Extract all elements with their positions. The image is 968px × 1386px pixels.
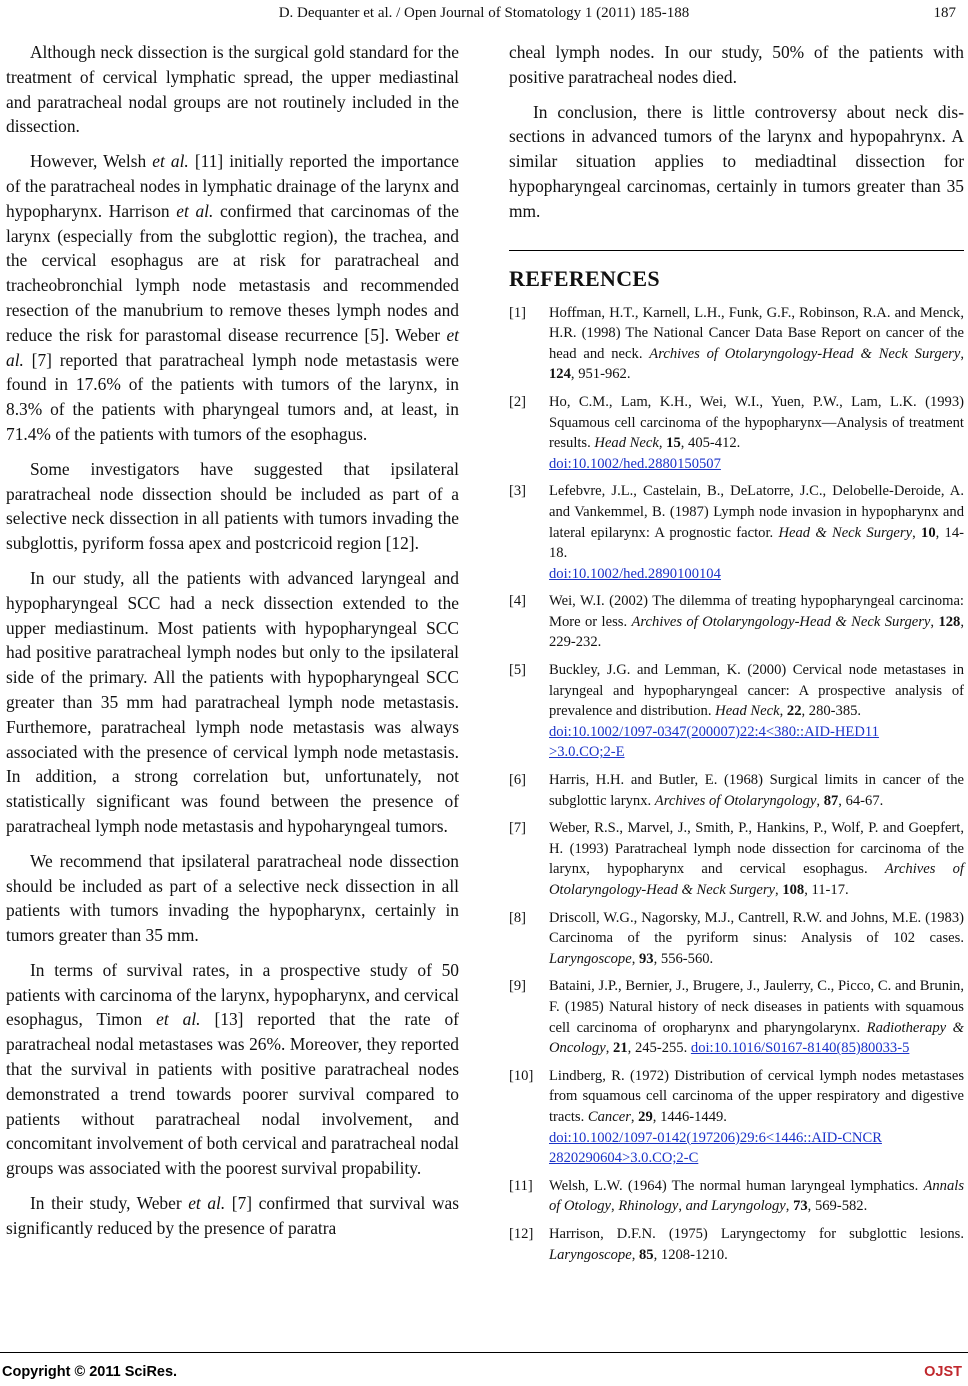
text-run: Harris, H.H. and Butler, E. (1968) Surgical limits in cancer of the subglottic larynx. (549, 772, 964, 809)
text-run: Although neck dissection is the surgical gold standard for the treatment of cervical lymphatic spread, the upper mediastinal and paratracheal nodal groups are not routinely included in the dissection. (6, 42, 459, 137)
volume-number: 124 (549, 366, 571, 383)
right-column (509, 40, 964, 1272)
italic-text: Archives of Otolaryngology-Head & Neck Surgery (649, 345, 961, 362)
reference-text (549, 1176, 964, 1217)
reference-text (549, 591, 964, 653)
text-run: Driscoll, W.G., Nagorsky, M.J., Cantrell, R.W. and Johns, M.E. (1983) Carcinoma of the pyriform sinus: Analysis of 102 cases. (549, 909, 964, 947)
volume-number: 29 (638, 1108, 653, 1125)
italic-text: Annals of Otology (549, 1177, 964, 1215)
text-run: , 405-412. (680, 435, 741, 452)
text-run: Weber, R.S., Marvel, J., Smith, P., Hankins, P., Wolf, P. and Goepfert, H. (1993) Paratracheal lymph node dissection for carcinoma of the larynx, hypopharynx and cervical esophagus. (549, 820, 964, 878)
reference-text (549, 660, 964, 763)
reference-item (509, 976, 964, 1058)
references-heading: REFERENCES (509, 265, 660, 291)
reference-item (509, 392, 964, 474)
text-run: , (631, 1246, 639, 1263)
page-number: 187 (933, 5, 956, 21)
italic-text: et al. (176, 200, 214, 221)
reference-number: [5] (509, 662, 527, 679)
text-run: In our study, all the patients with advanced laryngeal and hypopharyngeal SCC had a neck dissection extended to the upper mediastinum. Most patients with hypopharyngeal SCC had positive paratracheal lymph nodes but only to the ipsilateral side of the primary. All the patients with hypopharyngeal SCC greater than 35 mm had paratracheal lymph node metastasis. Furthemore, paratracheal lymph node metastasis was always associated with the presence of cervical lymph node metastasis. In addition, a strong correlation but, unfortunately, not statistically significant was found between the presence of paratracheal lymph node metastasis and hypoharyngeal tumors. (6, 567, 459, 836)
text-run: We recommend that ipsilateral paratracheal node dissection should be included as part of a selective neck dissection in all patients with tumors invading the hypopharynx, certainly in tumors greater than 35 mm. (6, 850, 459, 946)
doi-link[interactable]: doi:10.1016/S0167-8140(85)80033-5 (690, 1040, 910, 1057)
text-run: Some investigators have suggested that ipsilateral paratracheal node dissection should be included as part of a selective neck dissection in all patients with tumors invading the subglottis, pyriform fossa apex and postcricoid region [12]. (6, 458, 459, 554)
running-title: D. Dequanter et al. / Open Journal of Stomatology 1 (2011) 185-188 (278, 5, 690, 21)
volume-number: 73 (793, 1198, 808, 1215)
text-run: , 1446-1449. (652, 1108, 727, 1125)
reference-number: [1] (509, 304, 527, 321)
italic-text: and Laryngology (685, 1198, 786, 1215)
italic-text: et al. (152, 151, 189, 172)
page-footer (0, 1352, 968, 1386)
references-divider (509, 250, 964, 251)
text-run: However, Welsh (30, 151, 153, 172)
reference-number: [6] (509, 772, 527, 789)
text-run: cheal lymph nodes. In our study, 50% of the patients with positive paratracheal nodes died. (509, 42, 964, 87)
body-paragraph (6, 1191, 459, 1241)
reference-text (549, 303, 964, 385)
doi-link[interactable]: doi:10.1002/1097-0347(200007)22:4<380::AID-HED11 (549, 723, 879, 740)
text-run: , 14-18. (549, 524, 964, 562)
italic-text: et al. (156, 1009, 201, 1030)
reference-text (549, 818, 964, 900)
journal-abbreviation: OJST (924, 1364, 962, 1380)
italic-text: et al. (188, 1193, 226, 1214)
reference-text (549, 392, 964, 474)
italic-text: Head Neck (594, 435, 659, 452)
copyright-notice: Copyright © 2011 SciRes. (2, 1364, 178, 1380)
volume-number: 21 (613, 1040, 628, 1057)
text-run: Bataini, J.P., Bernier, J., Brugere, J., Jaulerry, C., Picco, C. and Brunin, F. (1985) Natural history of neck diseases in patients with squamous cell carcinoma of oropharynx and pharyngolarynx. (549, 978, 964, 1036)
volume-number: 15 (666, 435, 681, 452)
reference-text (549, 976, 964, 1058)
body-paragraph (6, 958, 459, 1181)
doi-link[interactable]: doi:10.1002/1097-0142(197206)29:6<1446::AID-CNCR (549, 1129, 882, 1146)
body-paragraph (509, 100, 964, 224)
reference-item (509, 770, 964, 811)
text-run: , 64-67. (838, 792, 884, 809)
italic-text: Laryngoscope (549, 1246, 632, 1263)
italic-text: Archives of Otolaryngology-Head & Neck Surgery (631, 613, 931, 630)
text-run: , 229-232. (549, 613, 964, 651)
volume-number: 93 (639, 950, 654, 967)
reference-item (509, 1176, 964, 1217)
text-run: , (630, 1108, 639, 1125)
reference-text (549, 908, 964, 970)
reference-number: [2] (509, 393, 527, 410)
doi-link[interactable]: >3.0.CO;2-E (549, 744, 625, 761)
reference-text (549, 770, 964, 811)
body-paragraph (6, 40, 459, 139)
reference-number: [11] (509, 1177, 533, 1194)
text-run: , (960, 345, 964, 362)
reference-item (509, 303, 964, 385)
text-run: Harrison, D.F.N. (1975) Laryngectomy for subglottic lesions. (549, 1225, 964, 1242)
italic-text: Laryngoscope (549, 950, 632, 967)
text-run: , (678, 1198, 686, 1215)
text-run: , 556-560. (653, 950, 714, 967)
text-run: In conclusion, there is little controversy about neck dissections in advanced tumors of the larynx and hypopahrynx. A similar situation applies to mediadtinal dissection for hypopharyngeal carcinomas, certainly in tumors greater than 35 mm. (509, 101, 964, 221)
text-run: Buckley, J.G. and Lemman, K. (2000) Cervical node metastases in laryngeal and hypopharyngeal cancer: A prospective analysis of prevalence and distribution. (549, 662, 964, 720)
reference-number: [4] (509, 593, 527, 610)
italic-text: et al. (6, 324, 459, 370)
reference-number: [3] (509, 483, 527, 500)
italic-text: Archives of Otolaryngology-Head & Neck Surgery (549, 861, 964, 899)
reference-text (549, 481, 964, 584)
italic-text: Archives of Otolaryngology (654, 792, 817, 809)
text-run: , 11-17. (804, 882, 849, 899)
text-run: [13] reported that the rate of paratracheal nodal metastases was 26%. Moreover, they reported that the survival in patients with positive paratracheal nodes demonstrated a trend towards poorer survival compared to patients without paratracheal nodal involvement, and concomitant involvement of both cervical and paratracheal nodal groups was associated with the poorest survival propability. (6, 1009, 459, 1179)
volume-number: 10 (921, 524, 936, 541)
text-run: [7] confirmed that survival was significantly reduced by the presence of paratra (6, 1193, 459, 1238)
text-run: Lefebvre, J.L., Castelain, B., DeLatorre, J.C., Delobelle-Deroide, A. and Vankemmel, B. (1987) Lymph node invasion in hypopharynx and lateral epilarynx: A prognostic factor. (549, 483, 964, 541)
text-run: [7] reported that paratracheal lymph node metastasis were found in 17.6% of the patients with tumors of the larynx, in 8.3% of the patients with pharyngeal tumors and, at least, in 71.4% of the patients with tumors of the esophagus. (6, 349, 459, 444)
doi-link[interactable]: doi:10.1002/hed.2890100104 (549, 565, 721, 582)
italic-text: Rhinology (618, 1198, 679, 1215)
reference-number: [8] (509, 909, 527, 926)
text-run: , (775, 882, 783, 899)
text-run: , (816, 792, 824, 809)
text-run: Ho, C.M., Lam, K.H., Wei, W.I., Yuen, P.W., Lam, L.K. (1993) Squamous cell carcinoma of the hypopharynx—Analysis of treatment results. (549, 393, 964, 452)
text-run: In terms of survival rates, in a prospective study of 50 patients with carcinoma of the larynx, hypopharynx, and cervical esophagus, Timon (6, 959, 459, 1030)
italic-text: Cancer (587, 1108, 631, 1125)
body-paragraph (6, 566, 459, 839)
reference-number: [10] (509, 1067, 534, 1084)
text-run: Hoffman, H.T., Karnell, L.H., Funk, G.F., Robinson, R.A. and Menck, H.R. (1998) The National Cancer Data Base Report on cancer of the head and neck. (549, 304, 964, 362)
text-run: confirmed that carcinomas of the larynx (especially from the subglottic region), the trachea, and the cervical esophagus are at risk for paratracheal and tracheobronchial lymph node metastasis and recommended resection of the manubrium to remove theses lymph nodes and reduce the risk for parastomal disease recurrence [5]. Weber (6, 200, 459, 345)
text-run: , 1208-1210. (653, 1246, 728, 1263)
left-column (6, 40, 459, 1251)
text-run: [11] initially reported the importance of the paratracheal nodes in lymphatic drainage of the larynx and hypopharynx. Harrison (6, 151, 459, 221)
reference-item (509, 1224, 964, 1265)
volume-number: 87 (823, 792, 839, 809)
text-run: , (930, 613, 939, 630)
reference-item (509, 908, 964, 970)
body-paragraph (6, 457, 459, 556)
references-list (509, 303, 964, 1266)
text-run: , 280-385. (801, 703, 862, 720)
text-run: , (605, 1040, 614, 1057)
text-run: Wei, W.I. (2002) The dilemma of treating hypopharyngeal carcinoma: More or less. (549, 593, 964, 630)
reference-item (509, 660, 964, 763)
italic-text: Head Neck (715, 703, 780, 720)
running-header (0, 0, 968, 26)
text-run: , 951-962. (570, 366, 631, 383)
volume-number: 22 (786, 703, 802, 720)
text-run: , 245-255. (627, 1040, 691, 1057)
body-paragraph (509, 40, 964, 90)
body-paragraph (6, 849, 459, 948)
text-run: , (785, 1198, 794, 1215)
italic-text: Radiotherapy & Oncology (549, 1019, 964, 1057)
text-run: Lindberg, R. (1972) Distribution of cervical lymph nodes metastases from squamous cell carcinoma of the upper respiratory and digestive tracts. (549, 1067, 964, 1125)
reference-number: [12] (509, 1225, 534, 1242)
text-run: Welsh, L.W. (1964) The normal human laryngeal lymphatics. (549, 1177, 924, 1194)
text-run: , 569-582. (807, 1198, 868, 1215)
reference-number: [9] (509, 978, 527, 995)
doi-link[interactable]: doi:10.1002/hed.2880150507 (549, 455, 721, 472)
reference-text (549, 1066, 964, 1169)
text-run: , (658, 435, 667, 452)
reference-item (509, 591, 964, 653)
volume-number: 108 (782, 882, 805, 899)
italic-text: Head & Neck Surgery (778, 524, 913, 541)
reference-item (509, 481, 964, 584)
body-paragraph (6, 149, 459, 447)
reference-text (549, 1224, 964, 1265)
reference-item (509, 1066, 964, 1169)
text-run: , (912, 524, 922, 541)
volume-number: 128 (938, 613, 961, 630)
text-run: In their study, Weber (30, 1193, 189, 1214)
text-run: , (631, 950, 639, 967)
text-run: , (779, 703, 787, 720)
right-column-body (509, 40, 964, 224)
footer-divider (0, 1352, 968, 1353)
text-run: , (611, 1198, 619, 1215)
reference-number: [7] (509, 820, 527, 837)
reference-item (509, 818, 964, 900)
volume-number: 85 (639, 1246, 654, 1263)
doi-link[interactable]: 2820290604>3.0.CO;2-C (549, 1150, 699, 1167)
